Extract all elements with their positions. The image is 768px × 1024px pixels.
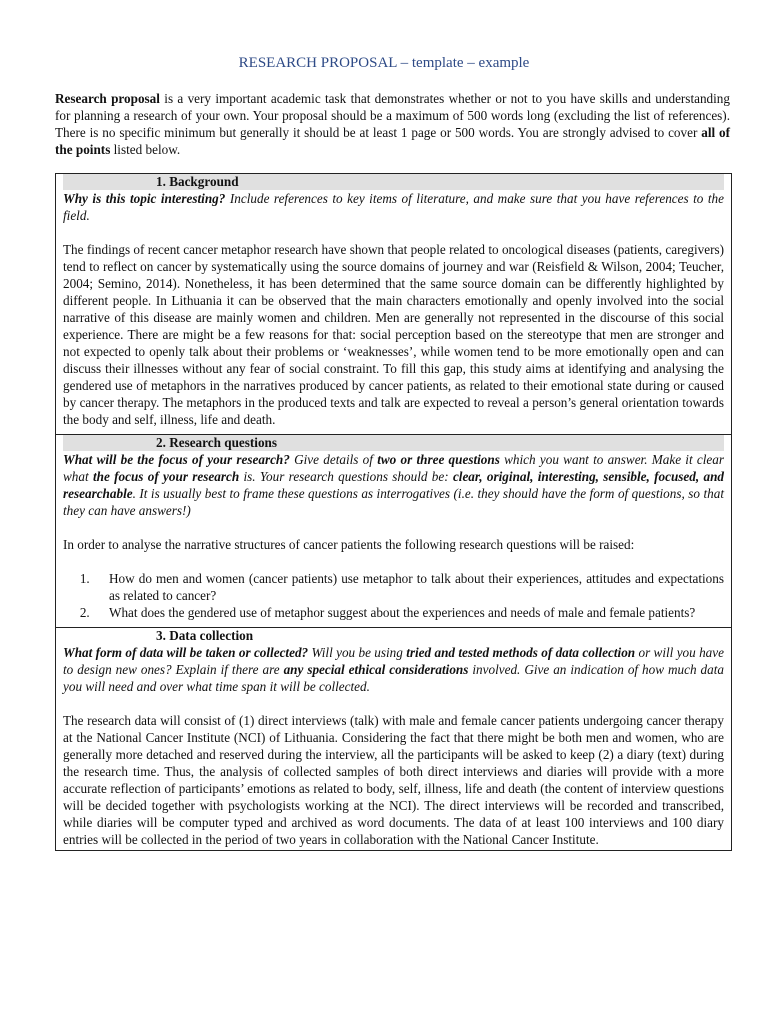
prompt-bold: clear, original, interesting, sensible, focused, and researchable: [63, 469, 724, 501]
section-heading: 1. Background: [63, 174, 724, 190]
section-data-collection: [56, 628, 732, 851]
proposal-table: [55, 173, 732, 851]
prompt-text: Will you be using: [308, 645, 407, 660]
prompt-text: is. Your research questions should be:: [239, 469, 453, 484]
section-heading: 3. Data collection: [63, 628, 724, 644]
prompt-bold: any special ethical considerations: [283, 662, 469, 677]
prompt-bold: tried and tested methods of data collection: [406, 645, 636, 660]
section-prompt: [63, 190, 724, 224]
prompt-bold: the focus of your research: [92, 469, 240, 484]
intro-text-2: listed below.: [110, 142, 181, 157]
section-prompt: [63, 644, 724, 695]
prompt-bold: What form of data will be taken or collected?: [63, 645, 309, 660]
prompt-text: which you want to answer. Make it clear what: [63, 452, 724, 484]
section-heading: 2. Research questions: [63, 435, 724, 451]
section-prompt: [63, 451, 724, 519]
section-body: The findings of recent cancer metaphor research have shown that people related to oncological diseases (patients, caregivers) tend to reflect on cancer by systematically using the source domains of journey and war (Reisfield & Wilson, 2004; Teucher, 2004; Semino, 2014). Nonetheless, it has been determined that the same source domain can be differently highlighted by different people. In Lithuania it can be observed that the main characters emotionally and openly involved into the social narrative of this disease are mainly women and children. Men are generally not represented in the discourse of this social experience. There are might be a few reasons for that: social perception based on the stereotype that men are stronger and not expected to openly talk about their problems or ‘weaknesses’, while women tend to be more emotionally open and can discuss their illnesses without any fear of social constraint. To fill this gap, this study aims at identifying and analysing the gendered use of metaphors in the narratives produced by cancer patients, as related to their emotional state during or caused by cancer therapy. The metaphors in the produced texts and talk are expected to reveal a person’s general orientation towards the body and self, illness, life and death.: [63, 242, 724, 427]
prompt-bold: two or three questions: [377, 452, 500, 467]
section-body: In order to analyse the narrative structures of cancer patients the following research questions will be raised:: [63, 537, 635, 552]
section-body: The research data will consist of (1) direct interviews (talk) with male and female cancer patients undergoing cancer therapy at the National Cancer Institute (NCI) of Lithuania. Considering the fact that there might be both men and women, who are generally more detached and reserved during the interview, all the participants will be asked to keep (2) a diary (text) during the research time. Thus, the analysis of collected samples of both direct interviews and diaries will provide with a more accurate reflection of participants’ emotions as related to body, self, illness, life and death (the content of interview questions will be decided together with psychologists working at the NCI). The direct interviews will be recorded and transcribed, while diaries will be computer typed and archived as word documents. The data of at least 100 interviews and 100 diary entries will be collected in the period of two years in collaboration with the National Cancer Institute.: [63, 713, 724, 847]
intro-paragraph: [55, 90, 730, 158]
prompt-text: involved. Give an indication of how much data you will need and over what time span it will be collected.: [63, 662, 724, 694]
list-item: 1. How do men and women (cancer patients) use metaphor to talk about their experiences, attitudes and expectations as related to cancer?: [93, 570, 724, 604]
section-cell: [56, 628, 732, 851]
section-cell: [56, 435, 732, 628]
prompt-bold: What will be the focus of your research?: [63, 452, 290, 467]
prompt-text: . It is usually best to frame these questions as interrogatives (i.e. they should have the form of questions, so that they can have answers!): [63, 486, 724, 518]
prompt-bold: Why is this topic interesting?: [63, 191, 226, 206]
prompt-text: Give details of: [289, 452, 378, 467]
research-question-list: [63, 570, 724, 621]
prompt-text: or will you have to design new ones? Explain if there are: [63, 645, 724, 677]
document-title: RESEARCH PROPOSAL – template – example: [238, 55, 530, 71]
list-item: 2. What does the gendered use of metaphor suggest about the experiences and needs of male and female patients?: [93, 604, 724, 621]
intro-text-1: is a very important academic task that demonstrates whether or not to you have skills and understanding for planning a research of your own. Your proposal should be a maximum of 500 words long (excluding the list of references). There is no specific minimum but generally it should be at least 1 page or 500 words. You are strongly advised to cover: [55, 91, 730, 140]
section-background: [56, 174, 732, 435]
intro-lead: Research proposal: [55, 91, 160, 106]
intro-emphasis: all of the points: [55, 125, 730, 157]
section-research-questions: [56, 435, 732, 628]
section-cell: [56, 174, 732, 435]
prompt-text: Include references to key items of literature, and make sure that you have references to the field.: [63, 191, 725, 223]
